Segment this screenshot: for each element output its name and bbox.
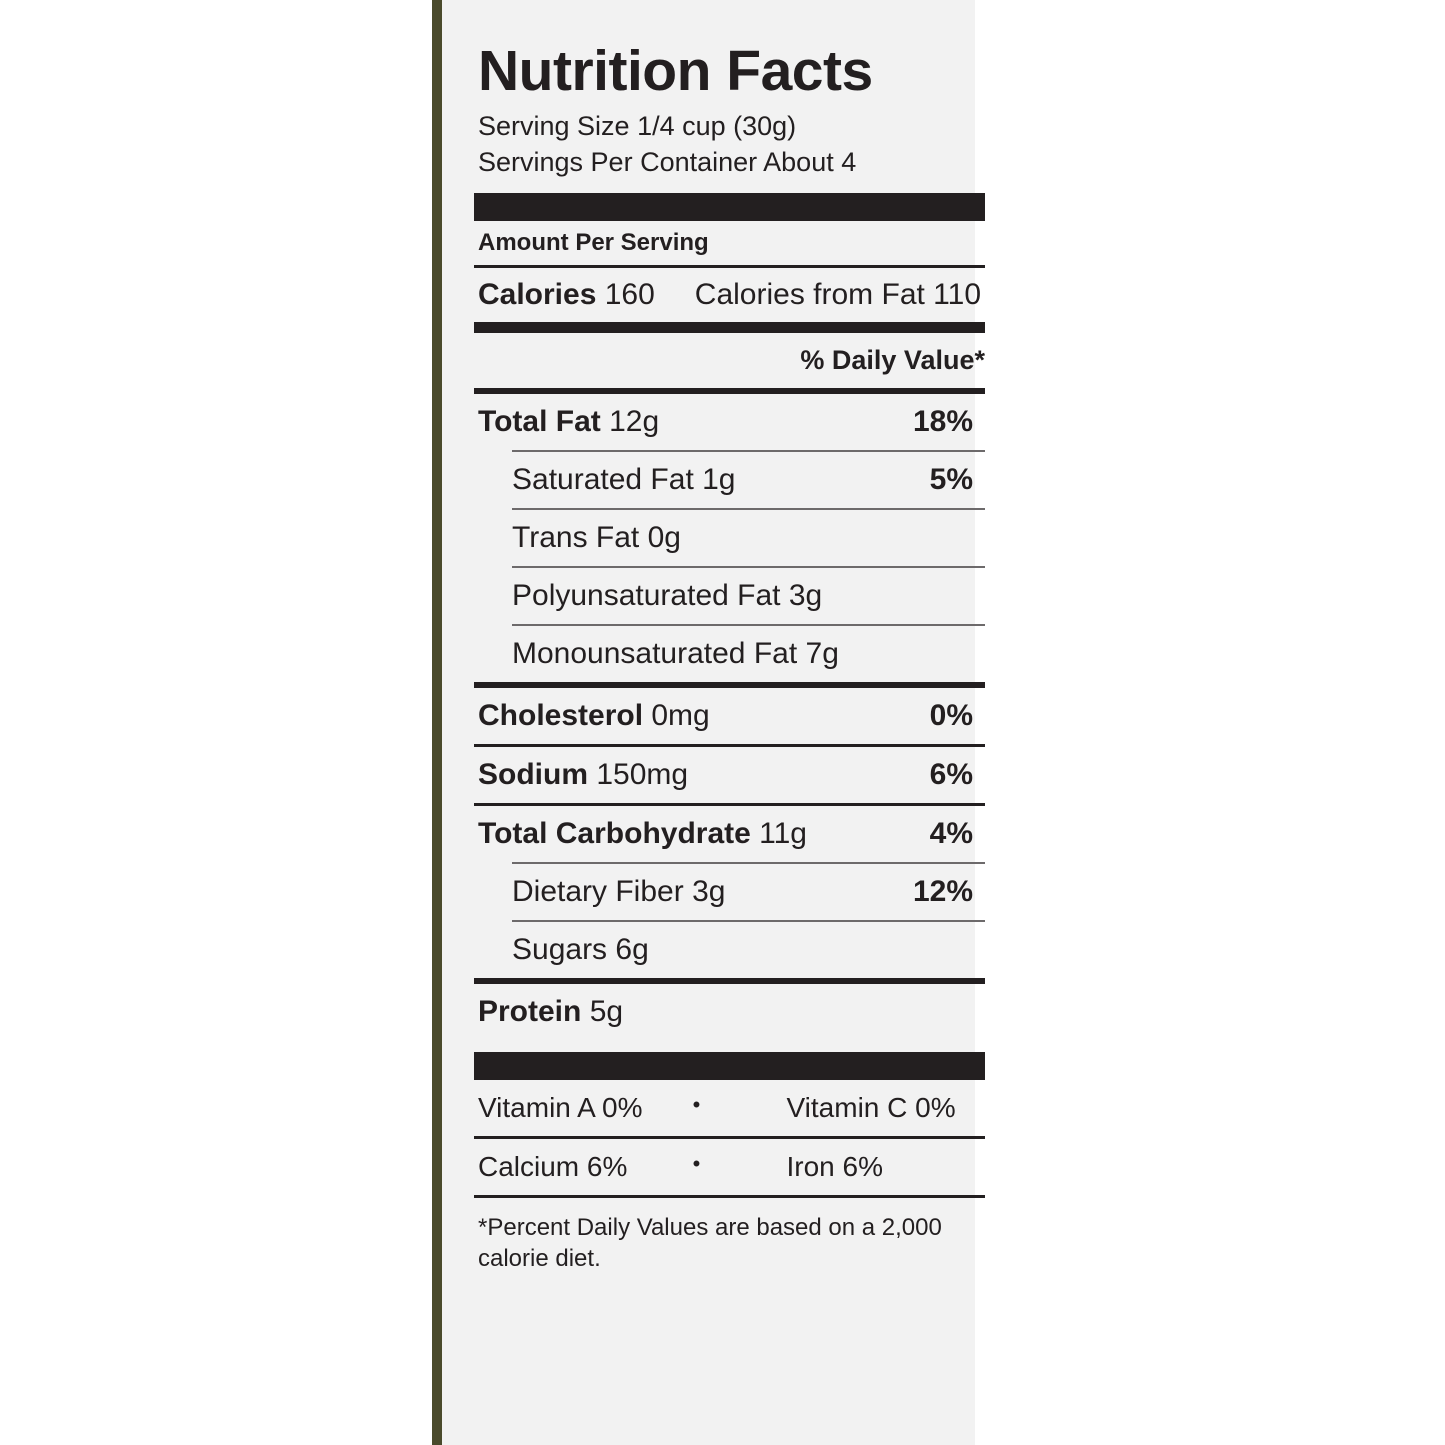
nutrient-row-saturated-fat <box>512 452 985 508</box>
nutrient-name: Dietary Fiber <box>512 874 684 908</box>
nutrient-row-cholesterol <box>474 688 985 744</box>
nutrient-percent: 12% <box>912 874 973 908</box>
calcium-value: Calcium 6% <box>478 1150 628 1182</box>
nutrient-amount: 11g <box>759 816 807 850</box>
nutrient-percent: 0% <box>929 698 973 732</box>
nutrient-row-sugars <box>512 922 985 978</box>
nutrient-name: Monounsaturated Fat <box>512 636 798 670</box>
divider-heavy-bottom <box>474 1052 985 1080</box>
nutrient-row-total-fat <box>474 394 985 450</box>
nutrient-name: Polyunsaturated Fat <box>512 578 781 612</box>
vitamin-row-2 <box>474 1139 985 1195</box>
nutrient-row-polyunsaturated-fat <box>512 568 985 624</box>
nutrient-percent: 18% <box>912 404 973 438</box>
nutrient-amount: 0g <box>647 520 681 554</box>
nutrient-amount: 7g <box>805 636 839 670</box>
calories-from-fat: Calories from Fat 110 <box>694 277 982 311</box>
serving-size-text: Serving Size 1/4 cup (30g) <box>478 110 797 141</box>
bullet-separator-icon: • <box>692 1150 701 1176</box>
nutrient-name: Total Carbohydrate <box>478 816 751 850</box>
nutrient-row-total-carbohydrate <box>474 806 985 862</box>
daily-value-header: % Daily Value* <box>800 344 985 375</box>
divider-thin-5 <box>474 1195 985 1198</box>
nutrient-amount: 6g <box>615 932 649 966</box>
nutrient-row-sodium <box>474 747 985 803</box>
nutrient-amount: 5g <box>589 994 624 1028</box>
calories-value: 160 <box>604 277 655 311</box>
daily-value-footnote: *Percent Daily Values are based on a 2,000 calorie diet. <box>478 1213 942 1272</box>
page-title: Nutrition Facts <box>478 39 873 103</box>
divider-heavy-2 <box>474 322 985 333</box>
nutrient-name: Cholesterol <box>478 698 644 732</box>
bullet-separator-icon: • <box>692 1091 701 1117</box>
divider-heavy-top <box>474 193 985 221</box>
nutrient-percent: 6% <box>929 757 973 791</box>
servings-per-container-text: Servings Per Container About 4 <box>478 147 857 178</box>
nutrient-amount: 150mg <box>596 757 689 791</box>
nutrient-name: Protein <box>478 994 582 1028</box>
divider-thin-1 <box>474 265 985 268</box>
nutrient-name: Trans Fat <box>512 520 640 554</box>
nutrient-row-protein <box>474 984 985 1040</box>
nutrition-facts-label <box>460 39 1000 1274</box>
nutrient-amount: 0mg <box>651 698 710 732</box>
vitamin-row-1 <box>474 1080 985 1136</box>
nutrient-name: Sugars <box>512 932 608 966</box>
vitamin-c-value: Vitamin C 0% <box>786 1091 956 1123</box>
calories-row <box>478 278 1000 312</box>
nutrient-name: Saturated Fat <box>512 462 694 496</box>
nutrient-percent: 4% <box>929 816 973 850</box>
package-edge-strip <box>432 0 442 1445</box>
nutrient-amount: 3g <box>788 578 823 612</box>
calories-label: Calories <box>478 277 597 311</box>
nutrient-amount: 3g <box>692 874 726 908</box>
nutrient-percent: 5% <box>929 462 973 496</box>
nutrient-row-dietary-fiber <box>512 864 985 920</box>
nutrient-row-trans-fat <box>512 510 985 566</box>
vitamin-a-value: Vitamin A 0% <box>478 1091 643 1123</box>
nutrient-row-monounsaturated-fat <box>512 626 985 682</box>
iron-value: Iron 6% <box>786 1150 883 1182</box>
nutrient-name: Total Fat <box>478 404 601 438</box>
amount-per-serving-label: Amount Per Serving <box>478 228 709 256</box>
nutrient-amount: 12g <box>609 404 660 438</box>
nutrient-name: Sodium <box>478 757 588 791</box>
nutrient-amount: 1g <box>702 462 736 496</box>
